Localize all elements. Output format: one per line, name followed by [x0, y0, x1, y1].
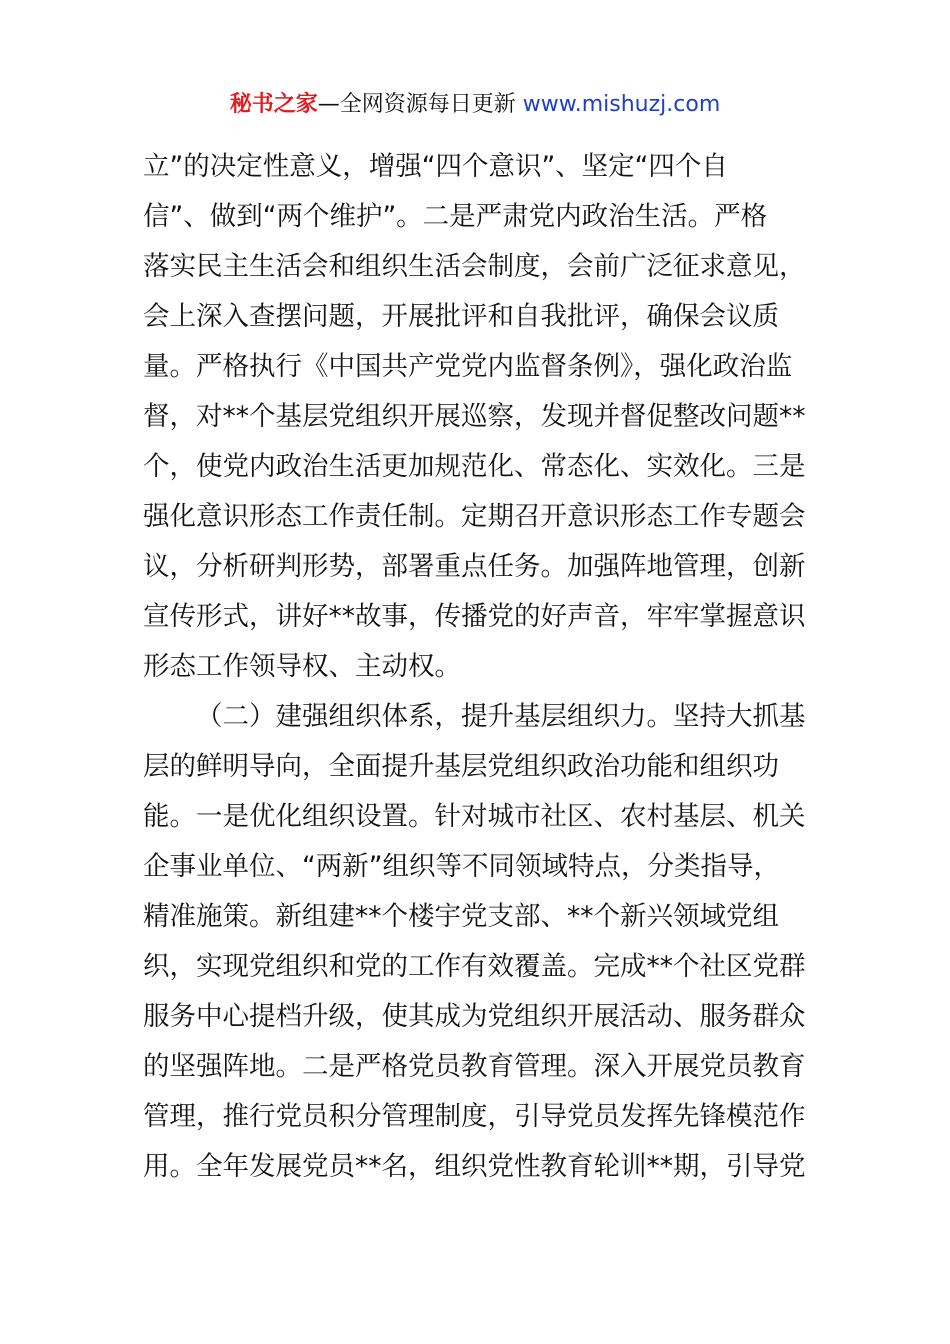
text-line: 层的鲜明导向，全面提升基层党组织政治功能和组织功	[143, 751, 779, 782]
document-body	[143, 142, 813, 1192]
text-line: 信”、做到“两个维护”。二是严肃党内政治生活。严格	[143, 201, 768, 232]
text-line: 落实民主生活会和组织生活会制度，会前广泛征求意见，	[143, 251, 806, 282]
header-tagline: —全网资源每日更新	[317, 92, 523, 117]
text-line: 议，分析研判形势，部署重点任务。加强阵地管理，创新	[143, 551, 806, 582]
text-line: 企事业单位、“两新”组织等不同领域特点，分类指导，	[143, 851, 780, 882]
text-line: 服务中心提档升级，使其成为党组织开展活动、服务群众	[143, 1001, 806, 1032]
text-line: 立”的决定性意义，增强“四个意识”、坚定“四个自	[143, 151, 728, 182]
text-line: 用。全年发展党员**名，组织党性教育轮训**期，引导党	[143, 1151, 806, 1182]
text-line: 织，实现党组织和党的工作有效覆盖。完成**个社区党群	[143, 951, 806, 982]
text-line: 管理，推行党员积分管理制度，引导党员发挥先锋模范作	[143, 1101, 806, 1132]
text-line: 宣传形式，讲好**故事，传播党的好声音，牢牢掌握意识	[143, 601, 806, 632]
text-line: 形态工作领导权、主动权。	[143, 651, 461, 682]
text-line: 的坚强阵地。二是严格党员教育管理。深入开展党员教育	[143, 1051, 806, 1082]
text-line: 能。一是优化组织设置。针对城市社区、农村基层、机关	[143, 801, 806, 832]
brand-name: 秘书之家	[229, 92, 318, 117]
section-heading-line: （二）建强组织体系，提升基层组织力。坚持大抓基	[196, 701, 806, 732]
text-line: 强化意识形态工作责任制。定期召开意识形态工作专题会	[143, 501, 806, 532]
text-line: 量。严格执行《中国共产党党内监督条例》，强化政治监	[143, 351, 793, 382]
text-line: 会上深入查摆问题，开展批评和自我批评，确保会议质	[143, 301, 779, 332]
text-line: 个，使党内政治生活更加规范化、常态化、实效化。三是	[143, 451, 806, 482]
text-line: 精准施策。新组建**个楼宇党支部、**个新兴领域党组	[143, 901, 779, 932]
site-header	[0, 88, 950, 122]
site-url-link[interactable]: www.mishuzj.com	[522, 92, 721, 117]
text-line: 督，对**个基层党组织开展巡察，发现并督促整改问题**	[143, 401, 806, 432]
